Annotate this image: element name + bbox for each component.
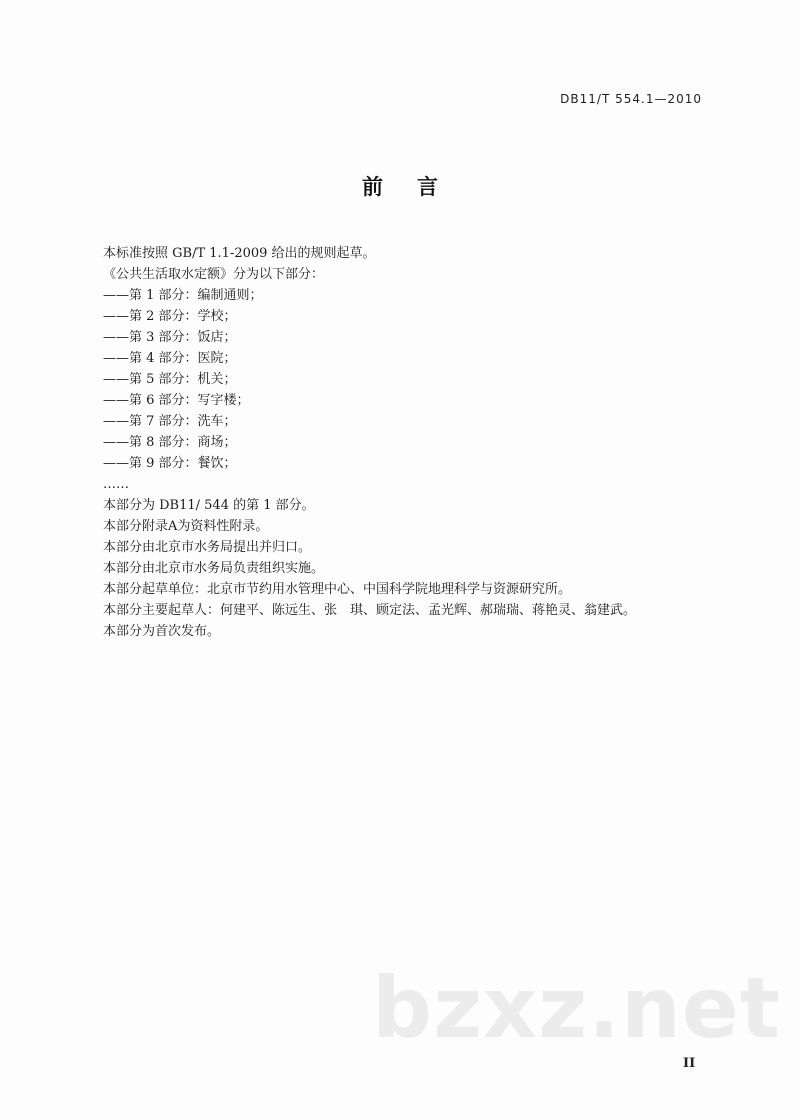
list-item: ——第 4 部分：医院； <box>103 351 237 366</box>
list-item: ——第 8 部分：商场； <box>103 435 237 450</box>
list-item: ——第 5 部分：机关； <box>103 372 237 387</box>
body-line: 本部分由北京市水务局提出并归口。 <box>103 540 312 555</box>
title-char-1: 前 <box>362 175 383 199</box>
list-item: ——第 1 部分：编制通则； <box>103 288 263 303</box>
list-item: ——第 9 部分：餐饮； <box>103 456 237 471</box>
body-line: 本部分由北京市水务局负责组织实施。 <box>103 561 325 576</box>
page-number: II <box>683 1056 696 1071</box>
list-item: ——第 2 部分：学校； <box>103 309 237 324</box>
body-line: 本部分主要起草人：何建平、陈远生、张 琪、顾定法、孟光辉、郝瑞瑞、蒋艳灵、翁建武。 <box>103 603 637 618</box>
list-item: ——第 7 部分：洗车； <box>103 414 237 429</box>
body-line: 《公共生活取水定额》分为以下部分： <box>103 267 325 282</box>
body-line: 本标准按照 GB/T 1.1-2009 给出的规则起草。 <box>103 246 376 261</box>
list-item: ——第 3 部分：饭店； <box>103 330 237 345</box>
body-line: 本部分为首次发布。 <box>103 624 221 639</box>
title-char-2: 言 <box>417 175 438 199</box>
page-title <box>0 171 800 201</box>
body-line: 本部分为 DB11/ 544 的第 1 部分。 <box>103 498 315 513</box>
ellipsis: …… <box>103 477 129 492</box>
document-code: DB11/T 554.1—2010 <box>560 92 702 106</box>
foreword-body <box>103 243 723 642</box>
list-item: ——第 6 部分：写字楼； <box>103 393 250 408</box>
watermark: bzxz.net <box>372 959 781 1057</box>
body-line: 本部分起草单位：北京市节约用水管理中心、中国科学院地理科学与资源研究所。 <box>103 582 572 597</box>
body-line: 本部分附录A为资料性附录。 <box>103 519 269 534</box>
